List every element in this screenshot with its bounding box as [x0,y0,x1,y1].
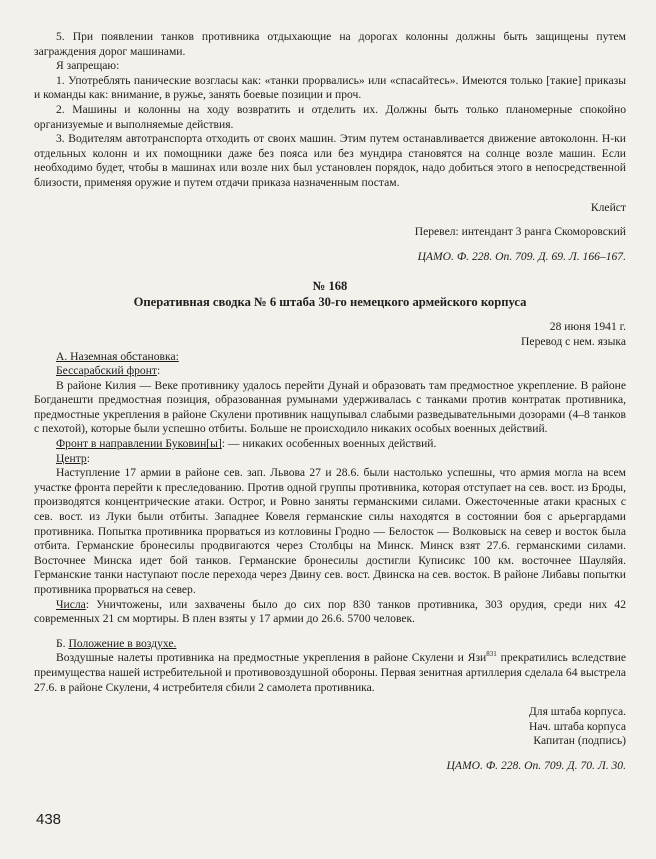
bessarabia-label: Бессарабский фронт [56,364,157,378]
translation-note: Перевод с нем. языка [521,334,626,348]
numbers-label: Числа [56,597,86,611]
center-label: Центр [56,451,87,465]
section-b-heading [34,637,626,652]
bessarabia-paragraph: В районе Килия — Веке противнику удалось перейти Дунай и образовать там предмостное укрепление. В районе Богданешти предмостная позиция, образованная румынами удерживалась с танками против контратак противника, предмостные укрепления в районе Скулени противник нащупывал слабыми разведывательными дозорами (4–8 танков с пехотой), которые были успешно отбиты. Больше не происходило никаких особых военных действий. [34,378,626,436]
signature-kleist: Клейст [590,200,626,214]
forbid-item-3: 3. Водителям автотранспорта отходить от своих машин. Этим путем останавливается движение автоколонн. Н-ки отдельных колонн и их помощники даже без пояса или без мундира становятся на солнце возле машин. Если необходимо будет, чтобы в машинах или возле них был установлен порядок, надо добиться этого в непосредственной близости, применяя оружие и путем отдачи приказа назначенным постам. [34,132,626,189]
paragraph-5: 5. При появлении танков противника отдыхающие на дорогах колонны должны быть защищены путем заграждения дорог машинами. [34,30,626,58]
section-a-heading [34,350,626,365]
air-paragraph [34,651,626,695]
center-heading: Центр: [56,451,90,465]
document-number: № 168 [312,279,348,294]
document-date: 28 июня 1941 г. [549,320,626,334]
sign-line-2: Нач. штаба корпуса [529,719,626,733]
bukovina-paragraph [34,437,626,452]
section-b-prefix: Б. [56,636,69,650]
section-a-label: А. Наземная обстановка: [56,349,179,363]
document-title: Оперативная сводка № 6 штаба 30-го немецкого армейского корпуса [133,295,527,310]
sign-line-1: Для штаба корпуса. [528,705,626,719]
forbid-item-1: 1. Употреблять панические возгласы как: «танки прорвались» или «спасайтесь». Имеются только [такие] приказы и команды как: внимание, в ружье, занять боевые позиции и проч. [34,73,626,102]
translator-line: Перевел: интендант 3 ранга Скоморовский [414,225,626,239]
numbers-paragraph [34,598,626,627]
forbid-item-2: 2. Машины и колонны на ходу возвратить и отделить их. Должны быть только планомерные спокойно организуемые и выполняемые действия. [34,102,626,131]
forbid-heading: Я запрещаю: [56,59,120,73]
bukovina-label: Фронт в направлении Буковин[ы] [56,437,222,451]
bessarabia-heading: Бессарабский фронт: [56,364,161,378]
page-number: 438 [36,811,62,828]
bukovina-text: : — никаких особенных военных действий. [221,437,437,451]
footnote-marker: 831 [486,650,497,659]
archive-source-2: ЦАМО. Ф. 228. Оп. 709. Д. 70. Л. 30. [446,758,626,772]
air-text-1: Воздушные налеты противника на предмостные укрепления в районе Скулени и Язи [56,651,487,665]
center-paragraph: Наступление 17 армии в районе сев. зап. Львова 27 и 28.6. были настолько успешны, что армия могла на всем участке фронта перейти к преследованию. Против одной группы противника, которая отступает на сев. вост. из Броды, производятся концентрические атаки. Острог, и Ровно заняты германскими силами. Ожесточенные атаки красных с сев. вост. из Луки были отбиты. Западнее Ковеля германские силы находятся в состоянии боя с арьергардами противника. Попытка противника прорваться из котловины Гродно — Белосток — Волковыск на север и восток была отбита. Германские бронесилы продвигаются через Столбцы на Минск. Минск взят 27.6. германскими силами. Восточнее Минска идет бой танков. Германские бронесилы достигли Куписикс 100 км. восточнее Шауляйя. Германские танки наступают после перехода через Двину сев. вост. Двинска на сев. восток. В районе Либавы попытки противника прорваться на север. [34,466,626,596]
numbers-text: : Уничтожены, или захвачены было до сих пор 830 танков противника, 303 орудия, среди них 42 современных 21 см мортиры. В плен взяты у 17 армии до 26.6. 5700 человек. [34,597,626,626]
section-b-label: Положение в воздухе. [68,636,177,650]
sign-line-3: Капитан (подпись) [533,734,626,748]
air-text-2: прекратились вследствие преимущества нашей истребительной и противовоздушной обороны. Первая зенитная артиллерия сделала 64 выстрела 27.6. в районе Скулени, 4 истребителя сбили 2 самолета противника. [34,651,626,694]
archive-source-1: ЦАМО. Ф. 228. Оп. 709. Д. 69. Л. 166–167. [417,249,626,263]
